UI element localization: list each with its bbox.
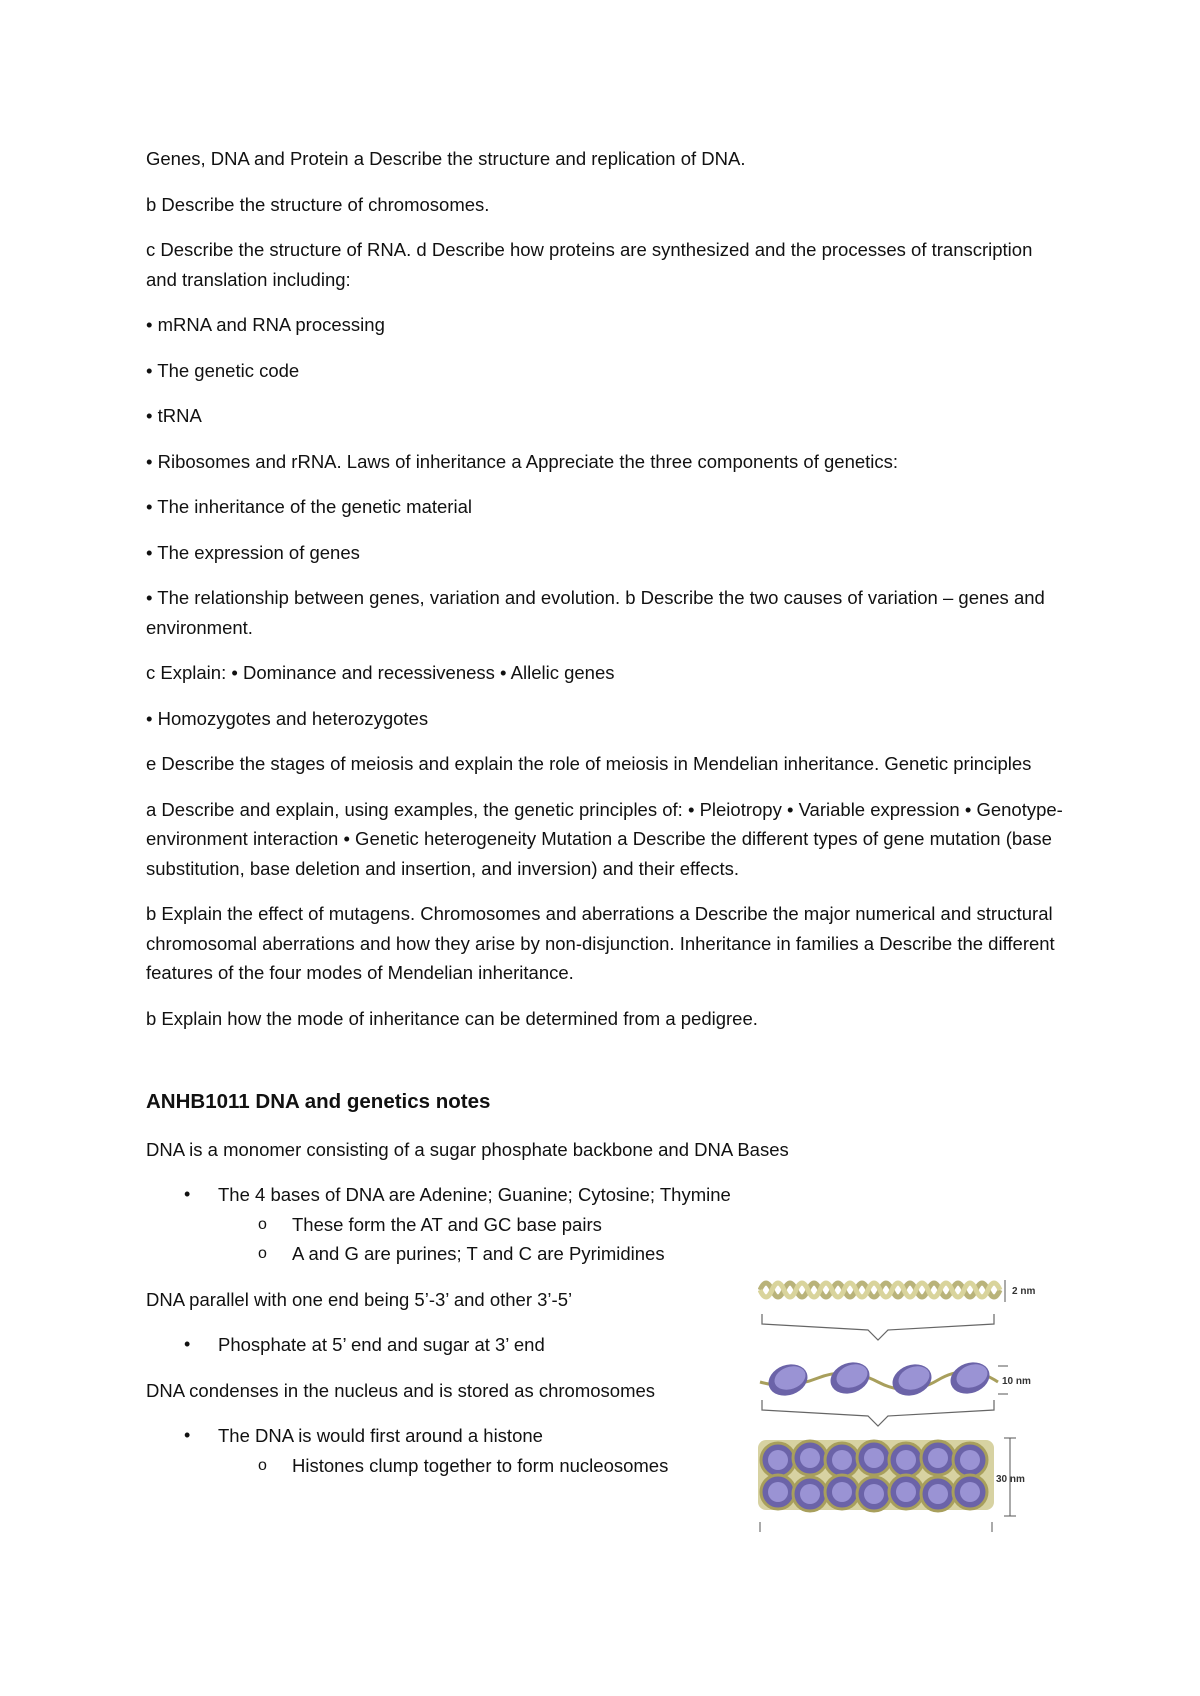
paragraph: e Describe the stages of meiosis and explain the role of meiosis in Mendelian inheritance. Genetic principles <box>146 753 1032 774</box>
solenoid-fiber <box>758 1440 994 1511</box>
paragraph: c Describe the structure of RNA. d Describe how proteins are synthesized and the processes of transcription and translation including: <box>146 239 1033 290</box>
paragraph: • mRNA and RNA processing <box>146 314 385 335</box>
double-helix <box>760 1283 1000 1297</box>
sub-list-item: o A and G are purines; T and C are Pyrimidines <box>146 1239 1066 1269</box>
paragraph: • The relationship between genes, variation and evolution. b Describe the two causes of variation – genes and environment. <box>146 587 1045 638</box>
label-10nm: 10 nm <box>1002 1376 1031 1387</box>
paragraph: DNA condenses in the nucleus and is stored as chromosomes <box>146 1379 656 1401</box>
paragraph: • The genetic code <box>146 359 300 381</box>
paragraph: Genes, DNA and Protein a Describe the structure and replication of DNA. <box>146 148 746 169</box>
list-item: • Phosphate at 5’ end and sugar at 3’ end <box>146 1330 1066 1360</box>
sub-list-item: o Histones clump together to form nucleosomes <box>146 1451 1066 1481</box>
section-heading: ANHB1011 DNA and genetics notes <box>146 1090 491 1113</box>
paragraph: • tRNA <box>146 405 202 426</box>
paragraph: b Describe the structure of chromosomes. <box>146 193 490 215</box>
label-2nm: 2 nm <box>1012 1286 1036 1297</box>
dna-packaging-figure <box>758 1270 1058 1532</box>
list-item <box>146 1180 1066 1269</box>
beads-on-string <box>760 1357 998 1401</box>
sub-bullet-list <box>146 1210 1066 1269</box>
paragraph: DNA is a monomer consisting of a sugar phosphate backbone and DNA Bases <box>146 1138 789 1160</box>
label-30nm: 30 nm <box>996 1474 1025 1485</box>
list-item-text: The DNA is would first around a histone <box>218 1425 543 1446</box>
paragraph: b Explain the effect of mutagens. Chromosomes and aberrations a Describe the major numerical and structural chromosomal aberrations and how they arise by non-disjunction. Inheritance in families a Describe the different features of the four modes of Mendelian inheritance. <box>146 903 1055 983</box>
paragraph: • The expression of genes <box>146 541 360 563</box>
paragraph: b Explain how the mode of inheritance can be determined from a pedigree. <box>146 1007 758 1029</box>
paragraph: • The inheritance of the genetic material <box>146 496 472 517</box>
sub-list-item: o These form the AT and GC base pairs <box>146 1210 1066 1240</box>
bullet-list <box>146 1180 1066 1269</box>
paragraph: • Ribosomes and rRNA. Laws of inheritance a Appreciate the three components of genetics: <box>146 450 899 472</box>
paragraph: DNA parallel with one end being 5’-3’ and other 3’-5’ <box>146 1288 573 1310</box>
paragraph: a Describe and explain, using examples, the genetic principles of: • Pleiotropy • Variable expression • Genotype-environment interaction • Genetic heterogeneity Mutation a Describe the different types of gene mutation (base substitution, base deletion and insertion, and inversion) and their effects. <box>146 798 1063 879</box>
paragraph: c Explain: • Dominance and recessiveness • Allelic genes <box>146 662 615 683</box>
list-item-text: The 4 bases of DNA are Adenine; Guanine; Cytosine; Thymine <box>218 1184 731 1205</box>
paragraph: • Homozygotes and heterozygotes <box>146 707 429 729</box>
